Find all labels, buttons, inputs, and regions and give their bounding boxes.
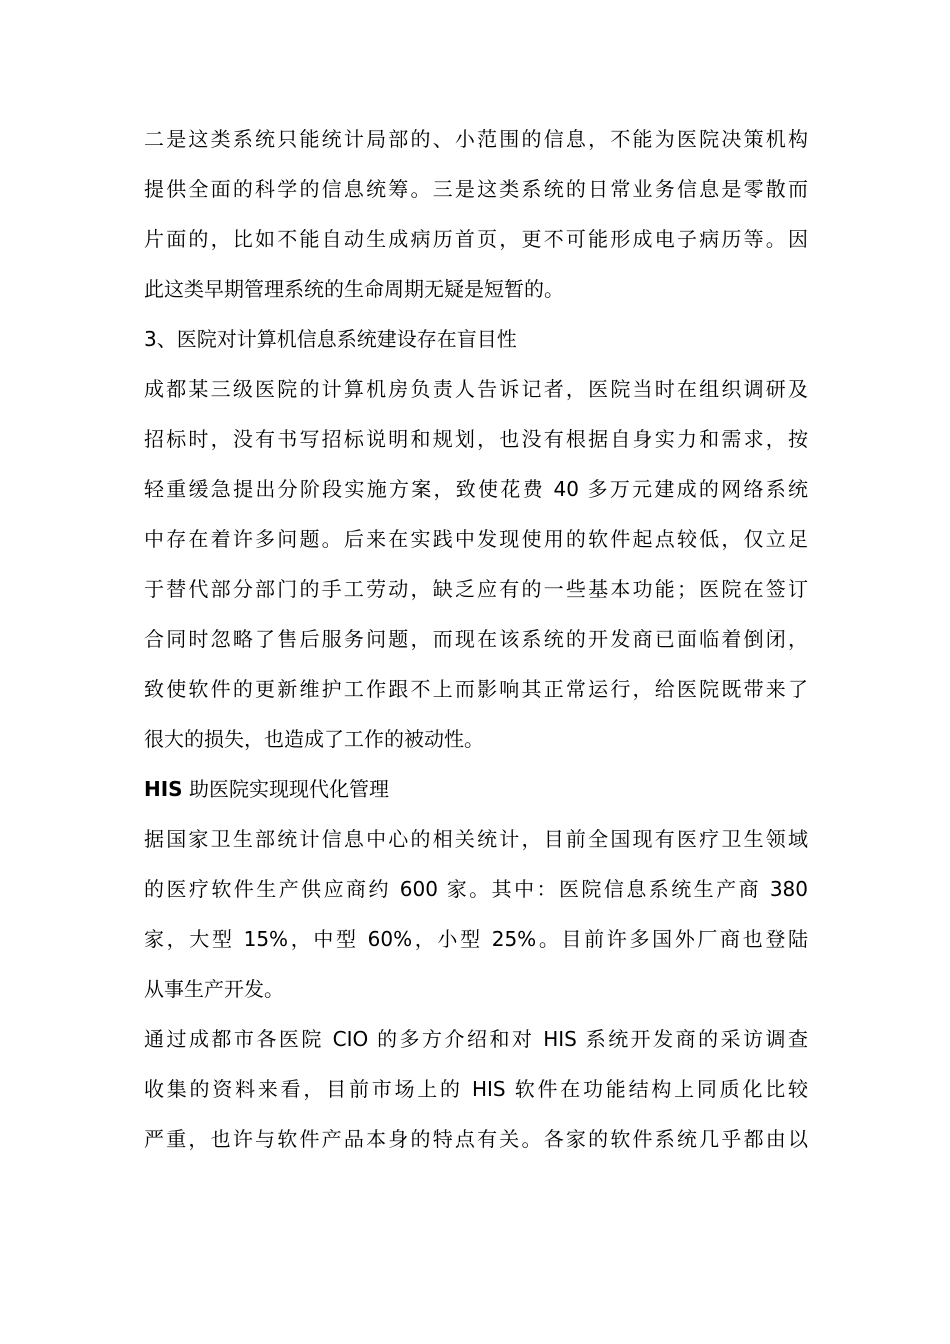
text-line: 成都某三级医院的计算机房负责人告诉记者，医院当时在组织调研及 bbox=[144, 377, 808, 401]
heading-his-bold: HIS bbox=[144, 777, 183, 801]
text-line: 于替代部分部门的手工劳动，缺乏应有的一些基本功能；医院在签订 bbox=[144, 577, 808, 601]
text-line: 严重，也许与软件产品本身的特点有关。各家的软件系统几乎都由以 bbox=[144, 1127, 808, 1151]
text-line: 招标时，没有书写招标说明和规划，也没有根据自身实力和需求，按 bbox=[144, 427, 808, 451]
text-line: 的医疗软件生产供应商约 600 家。其中：医院信息系统生产商 380 bbox=[144, 877, 808, 901]
text-line: 此这类早期管理系统的生命周期无疑是短暂的。 bbox=[144, 277, 564, 301]
heading-his-rest: 助医院实现现代化管理 bbox=[182, 777, 389, 801]
text-line: 合同时忽略了售后服务问题，而现在该系统的开发商已面临着倒闭， bbox=[144, 627, 808, 651]
paragraph-chengdu-hospital-case bbox=[144, 364, 808, 764]
text-line: 提供全面的科学的信息统筹。三是这类系统的日常业务信息是零散而 bbox=[144, 177, 808, 201]
paragraph-his-market bbox=[144, 1014, 808, 1164]
section-heading-blindness: 3、医院对计算机信息系统建设存在盲目性 bbox=[144, 327, 517, 351]
text-line: 轻重缓急提出分阶段实施方案，致使花费 40 多万元建成的网络系统 bbox=[144, 477, 808, 501]
text-line: 据国家卫生部统计信息中心的相关统计，目前全国现有医疗卫生领域 bbox=[144, 827, 808, 851]
text-line: 很大的损失，也造成了工作的被动性。 bbox=[144, 727, 484, 751]
text-line: 中存在着许多问题。后来在实践中发现使用的软件起点较低，仅立足 bbox=[144, 527, 808, 551]
text-line: 收集的资料来看，目前市场上的 HIS 软件在功能结构上同质化比较 bbox=[144, 1077, 808, 1101]
text-line: 二是这类系统只能统计局部的、小范围的信息，不能为医院决策机构 bbox=[144, 127, 808, 151]
text-line: 从事生产开发。 bbox=[144, 977, 284, 1001]
text-line: 致使软件的更新维护工作跟不上而影响其正常运行，给医院既带来了 bbox=[144, 677, 808, 701]
document-body bbox=[144, 114, 808, 1164]
paragraph-vendor-statistics bbox=[144, 814, 808, 1014]
text-line: 家，大型 15%，中型 60%，小型 25%。目前许多国外厂商也登陆 bbox=[144, 927, 808, 951]
section-heading-his bbox=[144, 764, 808, 814]
paragraph-system-limitations bbox=[144, 114, 808, 314]
text-line: 片面的，比如不能自动生成病历首页，更不可能形成电子病历等。因 bbox=[144, 227, 808, 251]
text-line: 通过成都市各医院 CIO 的多方介绍和对 HIS 系统开发商的采访调查 bbox=[144, 1027, 808, 1051]
